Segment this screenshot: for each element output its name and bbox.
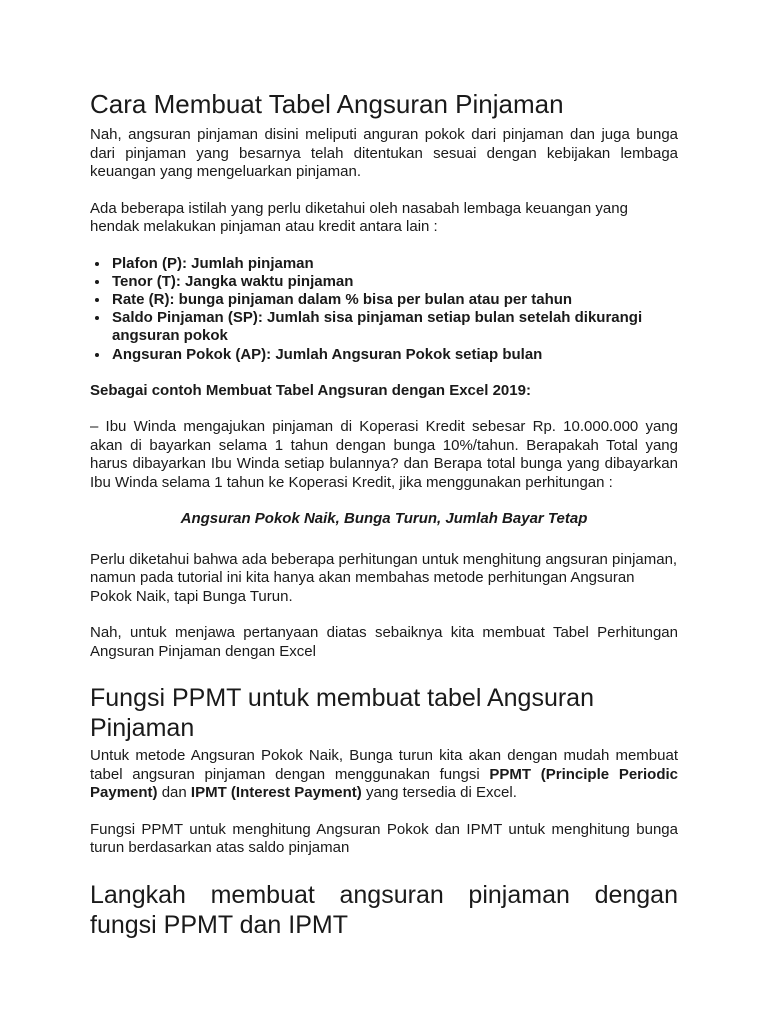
ppmt-ipmt-paragraph: Fungsi PPMT untuk menghitung Angsuran Pokok dan IPMT untuk menghitung bunga turun berdasarkan atas saldo pinjaman [90, 820, 678, 857]
list-item: • Saldo Pinjaman (SP): Jumlah sisa pinjaman setiap bulan setelah dikurangi angsuran pokok [110, 309, 678, 345]
answer-note-paragraph: Nah, untuk menjawa pertanyaan diatas sebaiknya kita membuat Tabel Perhitungan Angsuran Pinjaman dengan Excel [90, 624, 678, 660]
ppmt-text-part1: Untuk metode Angsuran Pokok Naik, Bunga turun kita akan dengan mudah membuat tabel angsuran pinjaman dengan menggunakan fungsi [90, 747, 678, 783]
page-title: Cara Membuat Tabel Angsuran Pinjaman [90, 89, 564, 119]
method-note-paragraph: Perlu diketahui bahwa ada beberapa perhitungan untuk menghitung angsuran pinjaman, namun pada tutorial ini kita hanya akan membahas metode perhitungan Angsuran Pokok Naik, tapi Bunga Turun. [90, 550, 678, 605]
list-item: • Tenor (T): Jangka waktu pinjaman [110, 273, 678, 291]
example-paragraph: – Ibu Winda mengajukan pinjaman di Koperasi Kredit sebesar Rp. 10.000.000 yang akan di bayarkan selama 1 tahun dengan bunga 10%/tahun. Berapakah Total yang harus dibayarkan Ibu Winda setiap bulannya? dan Berapa total bunga yang dibayarkan Ibu Winda selama 1 tahun ke Koperasi Kredit, jika menggunakan perhitungan : [90, 418, 678, 491]
ppmt-text-part2: dan [157, 784, 191, 802]
terms-list [90, 255, 678, 364]
example-heading: Sebagai contoh Membuat Tabel Angsuran dengan Excel 2019: [90, 381, 531, 399]
list-item: • Plafon (P): Jumlah pinjaman [110, 255, 678, 273]
list-item: • Angsuran Pokok (AP): Jumlah Angsuran Pokok setiap bulan [110, 346, 678, 364]
ipmt-term: IPMT (Interest Payment) [190, 784, 362, 802]
terms-lead-paragraph: Ada beberapa istilah yang perlu diketahui oleh nasabah lembaga keuangan yang hendak melakukan pinjaman atau kredit antara lain : [90, 199, 628, 235]
list-item: • Rate (R): bunga pinjaman dalam % bisa per bulan atau per tahun [110, 291, 678, 309]
method-caption: Angsuran Pokok Naik, Bunga Turun, Jumlah Bayar Tetap [180, 510, 588, 528]
document-content [90, 88, 678, 944]
ppmt-term: PPMT (Principle Periodic Payment) [90, 765, 678, 802]
ppmt-paragraph [90, 747, 678, 803]
section-title-ppmt: Fungsi PPMT untuk membuat tabel Angsuran Pinjaman [90, 684, 594, 743]
intro-paragraph: Nah, angsuran pinjaman disini meliputi anguran pokok dari pinjaman dan juga bunga dari pinjaman yang besarnya telah ditentukan sesuai dengan kebijakan lembaga keuangan yang mengeluarkan pinjaman. [90, 126, 678, 180]
ppmt-text-part3: yang tersedia di Excel. [361, 784, 517, 802]
section-title-steps: Langkah membuat angsuran pinjaman dengan fungsi PPMT dan IPMT [90, 880, 678, 939]
